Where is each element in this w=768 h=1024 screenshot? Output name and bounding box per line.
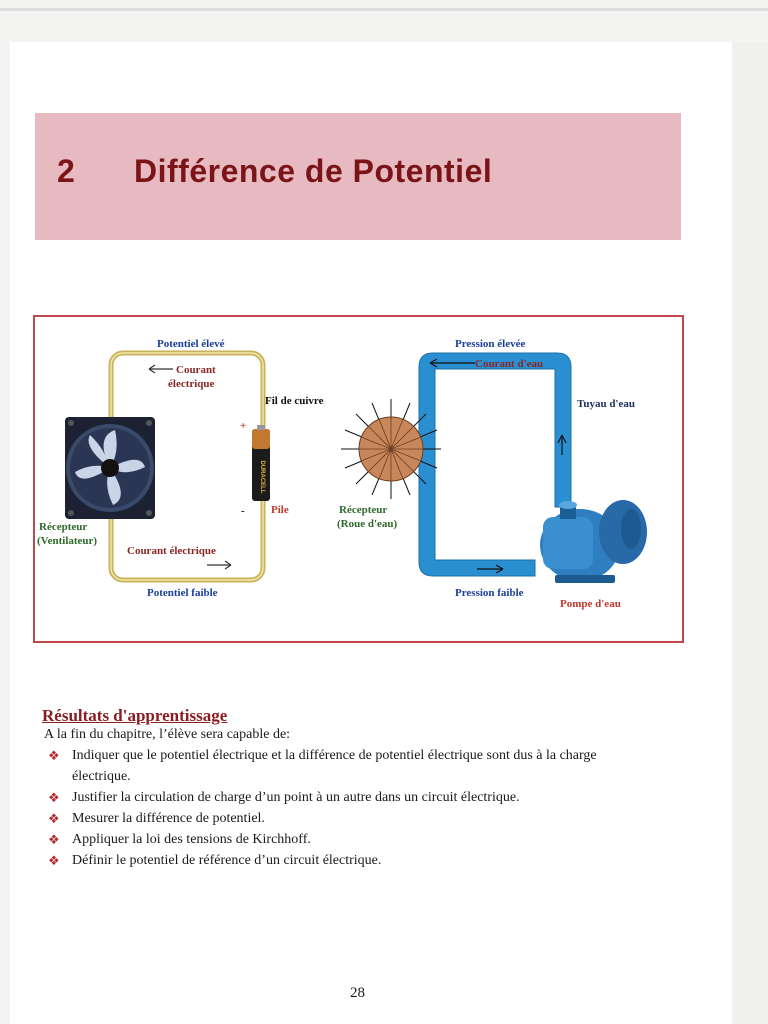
water-pump-icon: [540, 500, 647, 583]
fan-icon: [65, 417, 155, 519]
water-wheel-icon: [341, 399, 441, 499]
outcomes-list: [44, 745, 644, 871]
wheel-receiver-label-2: (Roue d'eau): [337, 518, 398, 530]
outcome-text: Appliquer la loi des tensions de Kirchhoff.: [72, 832, 311, 847]
wheel-receiver-label-1: Récepteur: [339, 504, 388, 516]
outcome-item: [44, 850, 644, 871]
battery-plus-sign: +: [240, 420, 247, 432]
chapter-title: Différence de Potentiel: [134, 153, 493, 189]
bullet-icon: ❖: [48, 748, 60, 763]
analogy-figure: [33, 315, 684, 643]
fan-receiver-label-2: (Ventilateur): [37, 535, 98, 547]
outcome-text: Indiquer que le potentiel électrique et la différence de potentiel électrique sont dus à la charge électrique.: [72, 748, 597, 784]
electric-bottom-label: Potentiel faible: [147, 587, 218, 599]
water-top-label: Pression élevée: [455, 338, 526, 350]
outcome-text: Définir le potentiel de référence d’un circuit électrique.: [72, 853, 382, 868]
outcome-item: [44, 745, 644, 787]
bullet-icon: ❖: [48, 790, 60, 805]
chapter-banner: [35, 113, 681, 240]
page-margin-strip: [732, 42, 768, 1024]
current-arrow-bottom: [207, 561, 231, 569]
chapter-number: 2: [57, 153, 75, 189]
battery-minus-sign: -: [241, 505, 245, 517]
bullet-icon: ❖: [48, 811, 60, 826]
page-number: 28: [350, 985, 365, 1001]
outcome-text: Justifier la circulation de charge d’un point à un autre dans un circuit électrique.: [72, 790, 520, 805]
battery-label: Pile: [271, 504, 289, 516]
battery-brand-text: DURACELL: [259, 460, 265, 494]
battery-icon: [252, 425, 270, 501]
water-bottom-label: Pression faible: [455, 587, 524, 599]
pump-label: Pompe d'eau: [560, 598, 621, 610]
page-top-edge: [0, 8, 768, 11]
current-arrow-top: [149, 365, 173, 373]
analogy-diagram: [35, 317, 682, 641]
water-current-label: Courant d'eau: [475, 358, 544, 370]
electric-top-label: Potentiel élevé: [157, 338, 225, 350]
pipe-label: Tuyau d'eau: [577, 398, 635, 410]
outcome-item: [44, 808, 644, 829]
outcome-item: [44, 787, 644, 808]
outcome-text: Mesurer la différence de potentiel.: [72, 811, 265, 826]
outcome-item: [44, 829, 644, 850]
wire-label: Fil de cuivre: [265, 395, 324, 407]
bullet-icon: ❖: [48, 832, 60, 847]
electric-current-bottom: Courant électrique: [127, 545, 216, 557]
bullet-icon: ❖: [48, 853, 60, 868]
fan-receiver-label-1: Récepteur: [39, 521, 88, 533]
electric-current-top-2: électrique: [168, 378, 215, 390]
electric-current-top-1: Courant: [176, 364, 216, 376]
outcomes-intro: A la fin du chapitre, l’élève sera capable de:: [44, 727, 291, 742]
outcomes-title: Résultats d'apprentissage: [42, 706, 228, 725]
